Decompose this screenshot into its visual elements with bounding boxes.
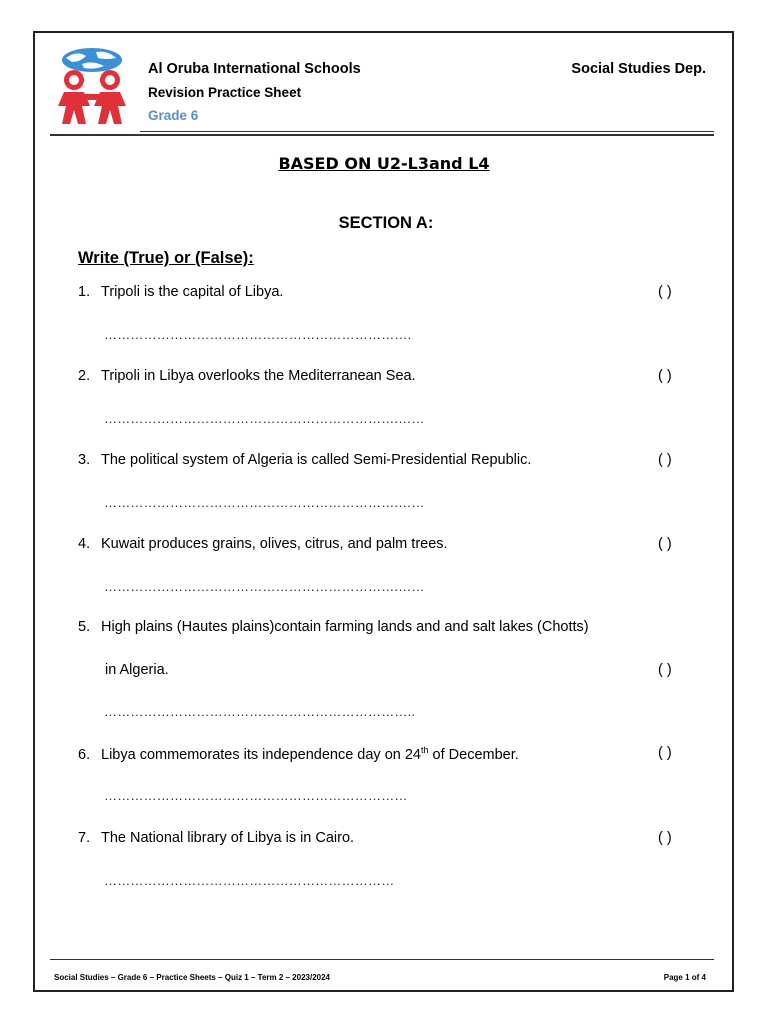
question-4 <box>78 536 448 552</box>
question-text: Libya commemorates its independence day on 24 <box>101 746 421 763</box>
question-6 <box>78 745 519 763</box>
question-7 <box>78 830 354 846</box>
question-number: 6. <box>78 746 91 763</box>
page-border <box>33 31 734 992</box>
answer-line[interactable]: …………………………………………………………….. <box>104 704 416 719</box>
answer-blank[interactable]: ( ) <box>658 745 672 761</box>
question-text-end: of December. <box>428 746 519 763</box>
question-text: Kuwait produces grains, olives, citrus, and palm trees. <box>101 536 448 552</box>
page-number: Page 1 of 4 <box>663 973 706 982</box>
answer-blank[interactable]: ( ) <box>658 284 672 300</box>
question-number: 4. <box>78 536 91 552</box>
answer-blank[interactable]: ( ) <box>658 452 672 468</box>
answer-line[interactable]: …………………………………………………………… <box>104 788 408 803</box>
school-name: Al Oruba International Schools <box>148 61 361 77</box>
question-3 <box>78 452 531 468</box>
question-number: 1. <box>78 284 91 300</box>
question-text: Tripoli in Libya overlooks the Mediterranean Sea. <box>101 368 416 384</box>
question-number: 2. <box>78 368 91 384</box>
answer-blank[interactable]: ( ) <box>658 662 672 678</box>
answer-blank[interactable]: ( ) <box>658 830 672 846</box>
school-logo <box>52 44 132 126</box>
question-1 <box>78 284 283 300</box>
answer-line[interactable]: ………………………………………………………….…… <box>104 579 425 594</box>
question-text: The political system of Algeria is called Semi-Presidential Republic. <box>101 452 532 468</box>
footer-text: Social Studies – Grade 6 – Practice Sheets – Quiz 1 – Term 2 – 2023/2024 <box>54 973 330 982</box>
answer-blank[interactable]: ( ) <box>658 536 672 552</box>
header-divider-bottom <box>50 134 714 136</box>
answer-blank[interactable]: ( ) <box>658 368 672 384</box>
question-2 <box>78 368 416 384</box>
answer-line[interactable]: ………………………………………………………….…… <box>104 495 425 510</box>
question-5 <box>78 619 589 635</box>
answer-line[interactable]: ……………………………………………………………. <box>104 327 412 342</box>
question-text: Tripoli is the capital of Libya. <box>101 284 284 300</box>
department-name: Social Studies Dep. <box>571 61 706 77</box>
page-title-text: BASED ON U2-L3and L4 <box>278 154 490 173</box>
instruction-heading: Write (True) or (False): <box>78 249 254 267</box>
footer-divider <box>50 959 714 960</box>
question-text: The National library of Libya is in Cairo. <box>101 830 355 846</box>
question-number: 3. <box>78 452 91 468</box>
answer-line[interactable]: ………………………………………………………… <box>104 873 395 888</box>
answer-line[interactable]: ………………………………………………………….…… <box>104 411 425 426</box>
ordinal-suffix: th <box>421 745 429 755</box>
grade-label: Grade 6 <box>148 108 199 123</box>
sheet-title: Revision Practice Sheet <box>148 85 302 100</box>
question-number: 7. <box>78 830 91 846</box>
question-number: 5. <box>78 619 91 635</box>
page-title <box>0 154 768 174</box>
question-text: High plains (Hautes plains)contain farming lands and and salt lakes (Chotts) <box>101 619 589 635</box>
question-text-continued: in Algeria. <box>105 662 169 678</box>
section-heading: SECTION A: <box>338 214 434 232</box>
header-divider <box>140 131 714 132</box>
